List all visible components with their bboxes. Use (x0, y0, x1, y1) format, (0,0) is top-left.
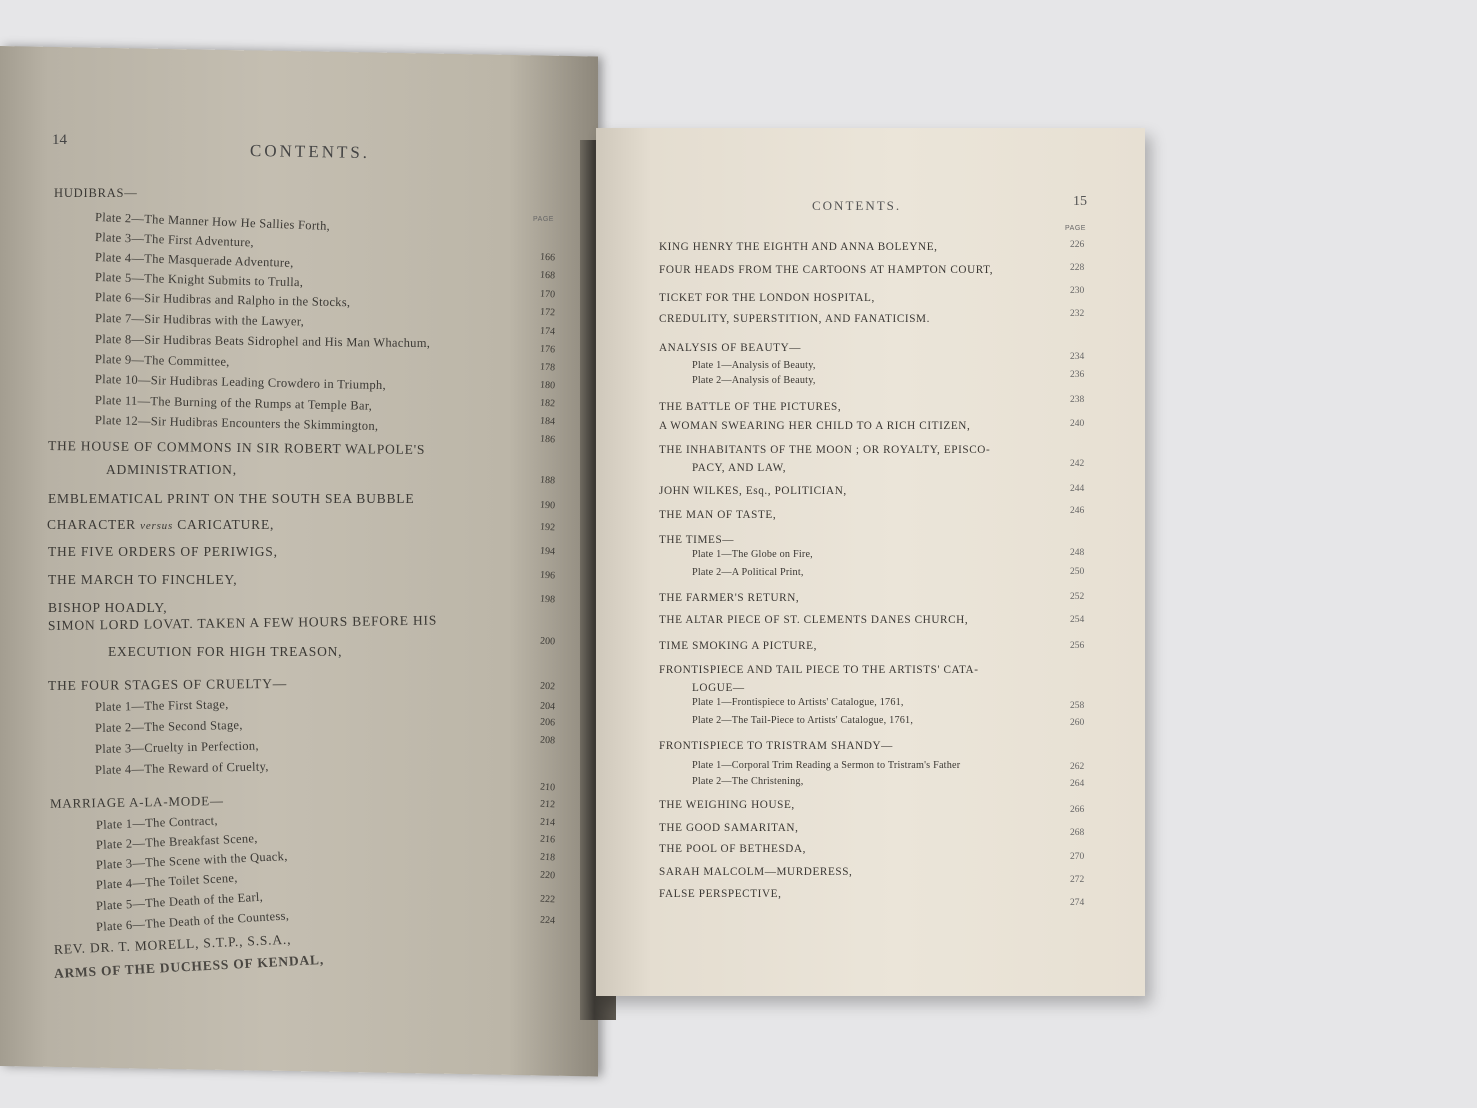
page-ref: 258 (1070, 701, 1085, 711)
page-ref: 228 (1070, 263, 1085, 273)
toc-entry: REV. DR. T. MORELL, S.T.P., S.S.A., (53, 931, 292, 957)
plate-entry: Plate 3—Cruelty in Perfection, (94, 738, 259, 756)
plate-entry: Plate 1—Corporal Trim Reading a Sermon to Tristram's Father (692, 760, 961, 771)
page-ref: 236 (1070, 370, 1085, 380)
page-ref: 188 (539, 474, 556, 487)
plate-entry: Plate 2—The Tail-Piece to Artists' Catalogue, 1761, (692, 715, 914, 726)
toc-entry-cont: PACY, AND LAW, (692, 462, 787, 474)
page-ref: 250 (1070, 567, 1085, 577)
toc-entry: THE BATTLE OF THE PICTURES, (659, 401, 842, 413)
plate-entry: Plate 1—The Globe on Fire, (692, 549, 813, 560)
page-ref: 220 (539, 869, 556, 882)
plate-entry: Plate 5—The Knight Submits to Trulla, (94, 270, 304, 290)
page-ref: 230 (1070, 286, 1085, 296)
page-ref: 184 (539, 415, 556, 428)
toc-entry: THE INHABITANTS OF THE MOON ; OR ROYALTY, EPISCO- (659, 444, 991, 456)
page-ref: 246 (1070, 506, 1085, 516)
page-ref: 196 (539, 569, 556, 582)
plate-entry: Plate 6—The Death of the Countess, (95, 908, 290, 934)
right-page-title: CONTENTS. (812, 198, 902, 213)
plate-entry: Plate 2—The Christening, (692, 776, 804, 787)
toc-entry: THE POOL OF BETHESDA, (659, 843, 807, 855)
toc-entry: THE TIMES— (659, 534, 735, 546)
page-ref: 194 (539, 545, 556, 558)
page-ref: 210 (539, 781, 556, 794)
toc-entry: SARAH MALCOLM—MURDERESS, (659, 866, 853, 878)
plate-entry: Plate 5—The Death of the Earl, (95, 889, 264, 913)
plate-entry: Plate 12—Sir Hudibras Encounters the Skimmington, (94, 413, 379, 433)
toc-entry: BISHOP HOADLY, (48, 600, 168, 615)
page-ref: 216 (539, 833, 556, 846)
toc-entry: FOUR HEADS FROM THE CARTOONS AT HAMPTON COURT, (659, 264, 994, 276)
page-ref: 174 (539, 325, 556, 338)
toc-entry: ARMS OF THE DUCHESS OF KENDAL, (53, 951, 325, 981)
page-ref: 178 (539, 361, 556, 374)
right-page-number: 15 (1073, 194, 1087, 209)
page-ref: 172 (539, 306, 556, 319)
toc-entry: THE FARMER'S RETURN, (659, 592, 800, 604)
toc-entry: ANALYSIS OF BEAUTY— (659, 342, 802, 354)
plate-entry: Plate 3—The Scene with the Quack, (95, 848, 288, 872)
toc-entry-cont: LOGUE— (692, 682, 745, 694)
page-ref: 206 (539, 716, 556, 729)
plate-entry: Plate 1—The First Stage, (94, 697, 229, 714)
plate-entry: Plate 4—The Masquerade Adventure, (94, 250, 294, 270)
page-ref: 266 (1070, 805, 1085, 815)
page-ref: 238 (1070, 395, 1085, 405)
left-page-title: CONTENTS. (249, 140, 371, 163)
page-ref: 252 (1070, 592, 1085, 602)
section-heading: MARRIAGE A-LA-MODE— (49, 792, 224, 811)
page-ref: 176 (539, 343, 556, 356)
toc-entry: A WOMAN SWEARING HER CHILD TO A RICH CITIZEN, (659, 420, 971, 432)
plate-entry: Plate 10—Sir Hudibras Leading Crowdero in Triumph, (94, 372, 387, 393)
page-ref: 168 (539, 269, 556, 282)
page-ref: 268 (1070, 828, 1085, 838)
toc-entry: FRONTISPIECE TO TRISTRAM SHANDY— (659, 740, 893, 752)
plate-entry: Plate 8—Sir Hudibras Beats Sidrophel and His Man Whachum, (94, 332, 431, 351)
page-ref: 234 (1070, 352, 1085, 362)
plate-entry: Plate 4—The Toilet Scene, (95, 870, 238, 892)
plate-entry: Plate 2—The Second Stage, (94, 717, 243, 735)
toc-entry: TICKET FOR THE LONDON HOSPITAL, (659, 292, 875, 304)
page-ref: 190 (539, 499, 556, 512)
plate-entry: Plate 4—The Reward of Cruelty, (94, 759, 269, 777)
page-ref: 260 (1070, 718, 1085, 728)
page-ref: 226 (1070, 240, 1085, 250)
plate-entry: Plate 1—Analysis of Beauty, (692, 360, 816, 371)
page-ref: 180 (539, 379, 556, 392)
toc-entry: FRONTISPIECE AND TAIL PIECE TO THE ARTISTS' CATA- (659, 664, 979, 676)
page-ref: 272 (1070, 875, 1085, 885)
page-ref: 202 (539, 680, 556, 693)
plate-entry: Plate 1—Frontispiece to Artists' Catalogue, 1761, (692, 697, 904, 708)
page-ref: 204 (539, 700, 556, 713)
toc-entry: THE GOOD SAMARITAN, (659, 822, 799, 834)
toc-entry: THE ALTAR PIECE OF ST. CLEMENTS DANES CHURCH, (659, 614, 969, 626)
toc-entry: FALSE PERSPECTIVE, (659, 888, 782, 900)
plate-entry: Plate 3—The First Adventure, (94, 230, 255, 250)
page-ref: 192 (539, 521, 556, 534)
plate-entry: Plate 11—The Burning of the Rumps at Temple Bar, (94, 393, 373, 413)
page-ref: 262 (1070, 762, 1085, 772)
page-ref: 240 (1070, 419, 1085, 429)
left-page-column-label: PAGE (533, 216, 554, 223)
plate-entry: Plate 6—Sir Hudibras and Ralpho in the Stocks, (94, 290, 351, 310)
plate-entry: Plate 2—The Breakfast Scene, (95, 831, 258, 852)
page-ref: 200 (539, 635, 556, 648)
toc-entry-cont: EXECUTION FOR HIGH TREASON, (108, 644, 343, 659)
left-page-number: 14 (52, 132, 67, 148)
page-ref: 274 (1070, 898, 1085, 908)
toc-entry: CHARACTER versus CARICATURE, (47, 517, 275, 532)
page-ref: 170 (539, 288, 556, 301)
page-ref: 218 (539, 851, 556, 864)
page-ref: 254 (1070, 615, 1085, 625)
page-ref: 256 (1070, 641, 1085, 651)
page-ref: 198 (539, 593, 556, 606)
toc-entry: TIME SMOKING A PICTURE, (659, 640, 818, 652)
page-ref: 208 (539, 734, 556, 747)
right-page-column-label: PAGE (1065, 225, 1086, 232)
toc-entry-cont: ADMINISTRATION, (106, 462, 237, 477)
page-ref: 244 (1070, 484, 1085, 494)
section-heading: HUDIBRAS— (54, 186, 138, 200)
toc-entry: THE HOUSE OF COMMONS IN SIR ROBERT WALPOLE'S (47, 438, 426, 457)
toc-entry: EMBLEMATICAL PRINT ON THE SOUTH SEA BUBBLE (48, 491, 415, 506)
toc-entry: JOHN WILKES, Esq., POLITICIAN, (659, 485, 847, 497)
section-heading: THE FOUR STAGES OF CRUELTY— (47, 675, 288, 693)
page-ref: 242 (1070, 459, 1085, 469)
page-ref: 264 (1070, 779, 1085, 789)
plate-entry: Plate 2—A Political Print, (692, 567, 804, 578)
toc-entry: KING HENRY THE EIGHTH AND ANNA BOLEYNE, (659, 241, 938, 253)
page-ref: 214 (539, 816, 556, 829)
page-ref: 224 (539, 914, 556, 927)
toc-entry: THE WEIGHING HOUSE, (659, 799, 795, 811)
plate-entry: Plate 9—The Committee, (94, 352, 230, 369)
page-ref: 182 (539, 397, 556, 410)
plate-entry: Plate 7—Sir Hudibras with the Lawyer, (94, 311, 305, 329)
plate-entry: Plate 1—The Contract, (95, 813, 219, 832)
toc-entry: THE MAN OF TASTE, (659, 509, 777, 521)
page-ref: 212 (539, 798, 556, 811)
page-ref: 166 (539, 251, 556, 264)
toc-entry: THE FIVE ORDERS OF PERIWIGS, (48, 544, 278, 559)
toc-entry: CREDULITY, SUPERSTITION, AND FANATICISM. (659, 313, 930, 325)
toc-entry: SIMON LORD LOVAT. TAKEN A FEW HOURS BEFORE HIS (47, 612, 438, 633)
page-ref: 222 (539, 893, 556, 906)
page-ref: 186 (539, 433, 556, 446)
page-ref: 232 (1070, 309, 1085, 319)
page-ref: 270 (1070, 852, 1085, 862)
toc-entry: THE MARCH TO FINCHLEY, (48, 572, 238, 587)
page-ref: 248 (1070, 548, 1085, 558)
plate-entry: Plate 2—Analysis of Beauty, (692, 375, 816, 386)
plate-entry: Plate 2—The Manner How He Sallies Forth, (94, 210, 331, 234)
